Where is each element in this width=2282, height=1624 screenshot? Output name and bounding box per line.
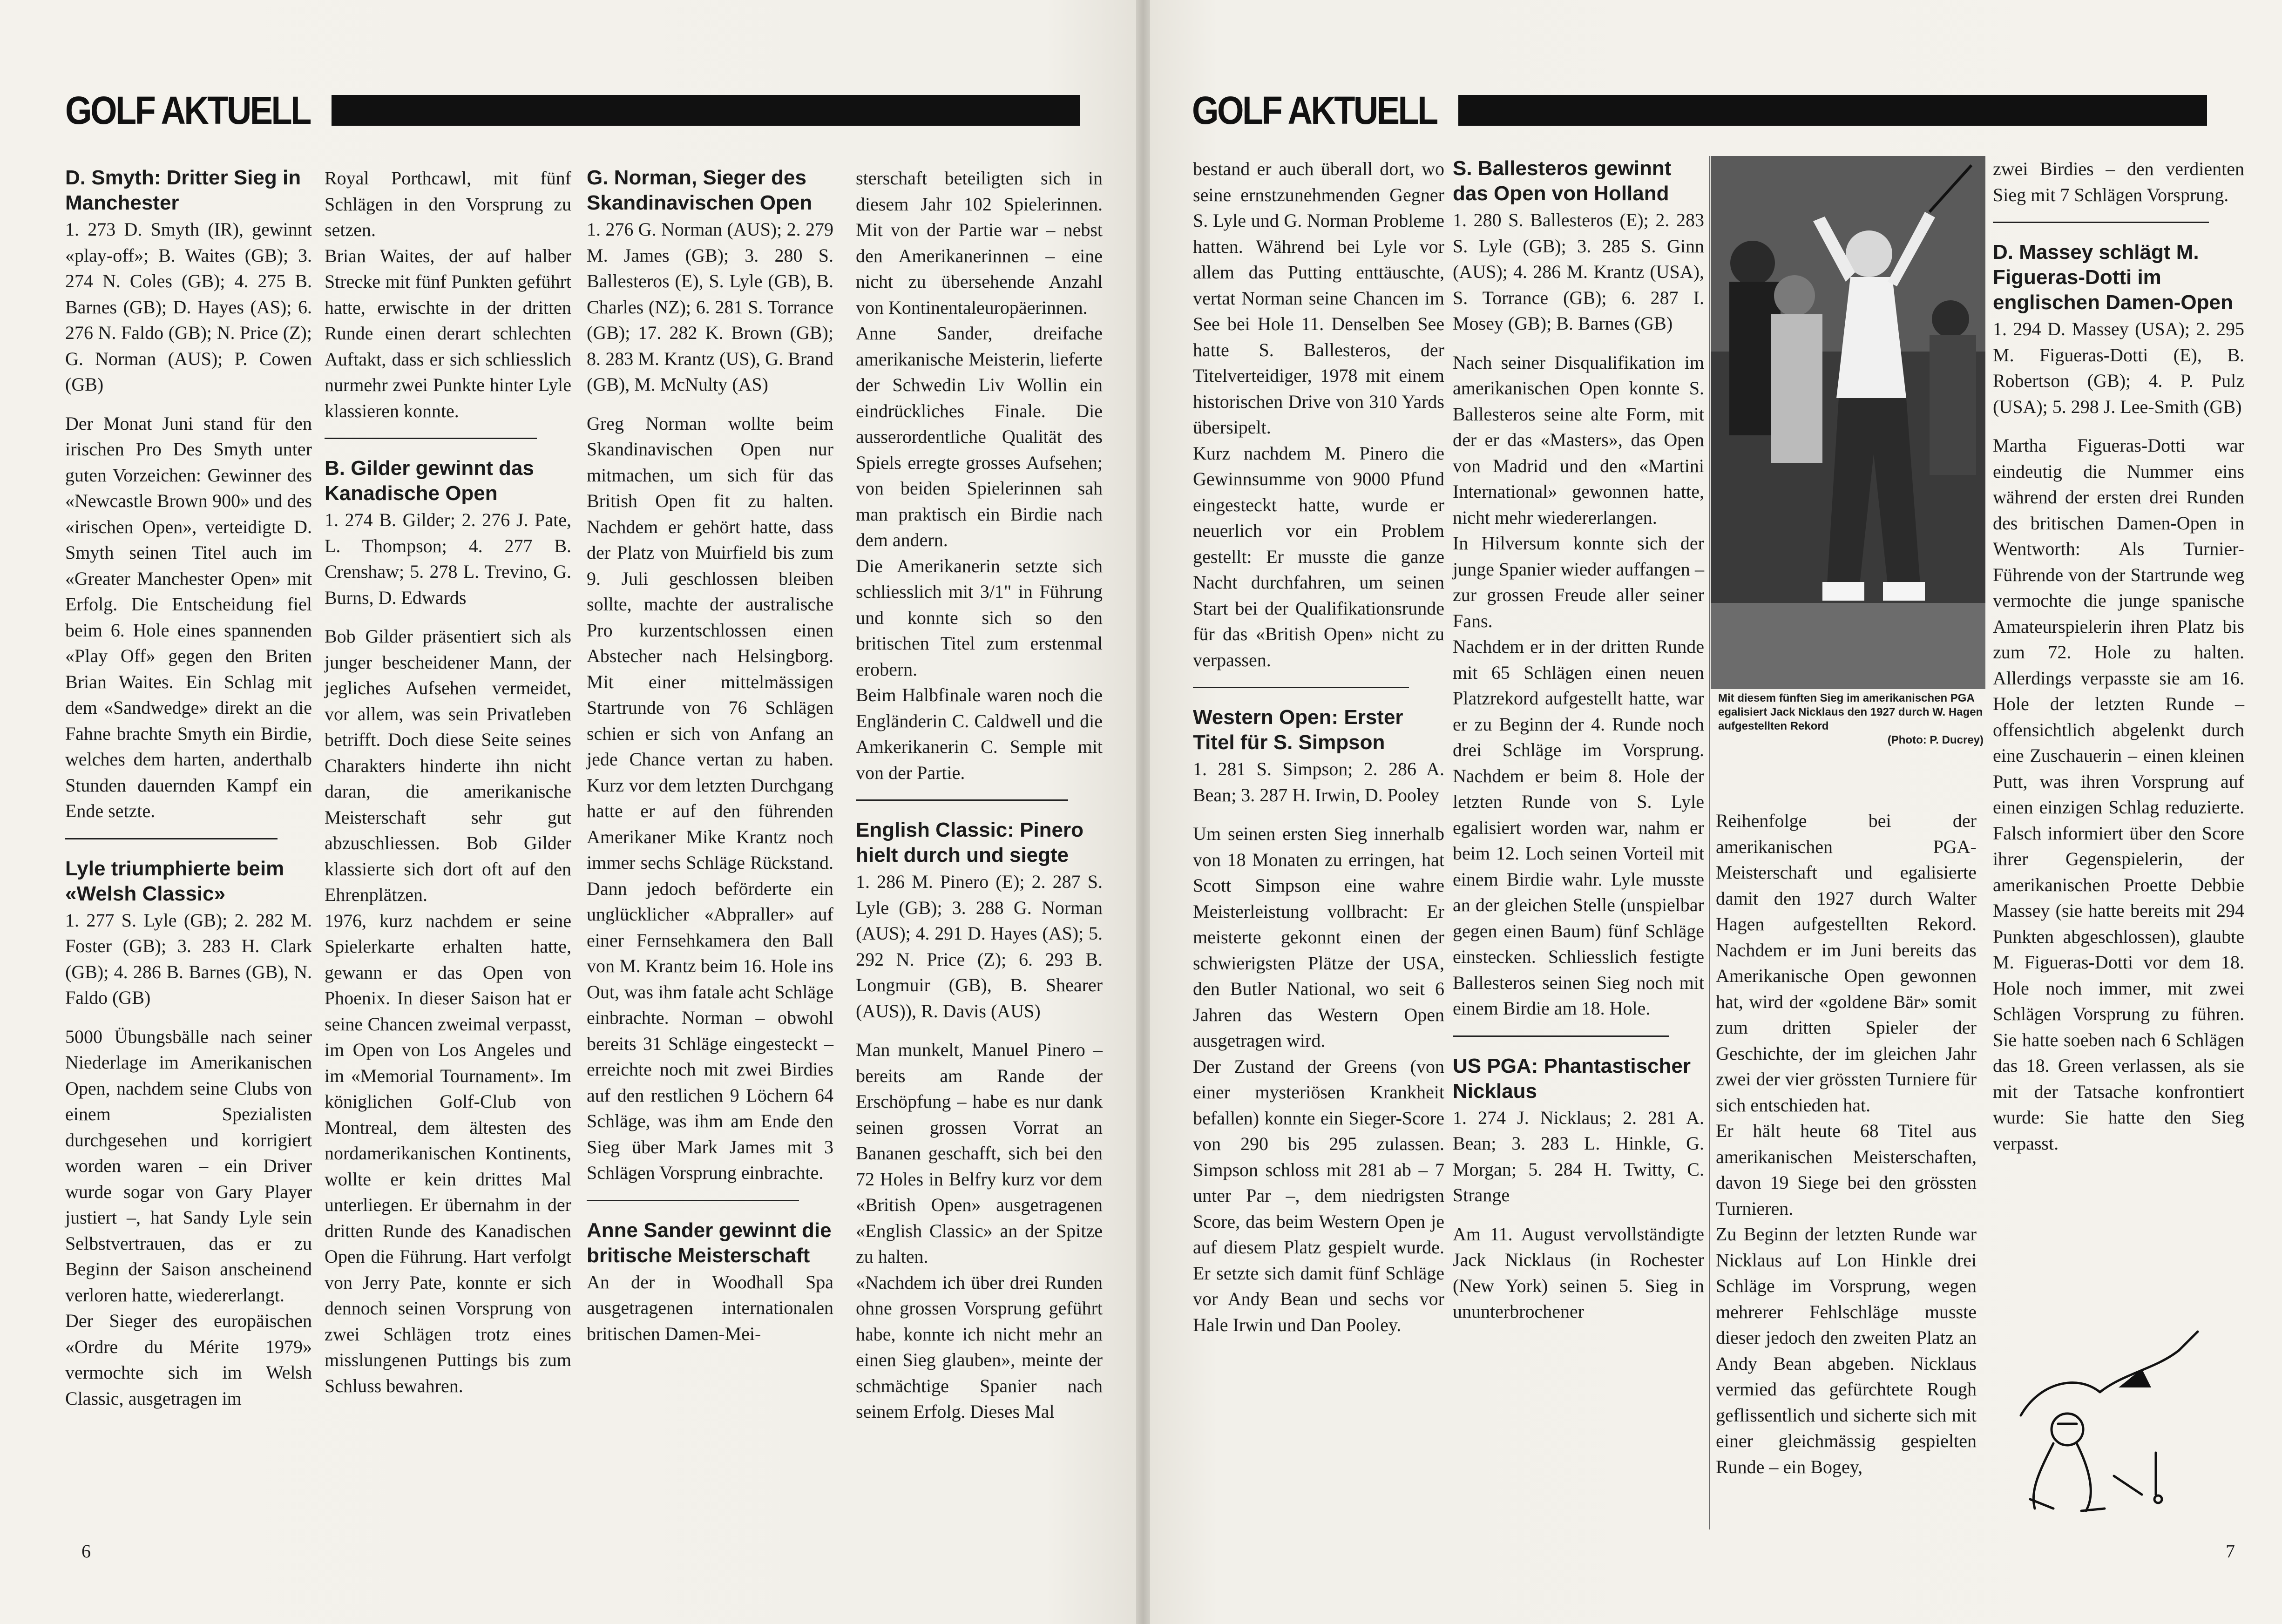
article-headline: D. Massey schlägt M. Figueras-Dotti im englischen Damen-Open bbox=[1993, 241, 2233, 314]
golfer-photo bbox=[1711, 156, 1985, 689]
article-paragraph: Um seinen ersten Sieg innerhalb von 18 Monaten zu erringen, hat Scott Simpson eine wahre Meisterleistung vollbracht: Er meisterte gekonnt einen der schwierigsten Plätze der USA, den Butler National, wo seit 6 Jahren das Western Open ausgetragen wird. bbox=[1193, 823, 1444, 1051]
article-headline: B. Gilder gewinnt das Kanadische Open bbox=[325, 457, 534, 505]
header-bar bbox=[1458, 95, 2207, 126]
spine-gutter bbox=[1136, 0, 1150, 1624]
article-divider bbox=[65, 838, 278, 839]
article-paragraph: In Hilversum konnte sich der junge Spanier wieder auffangen – zur grossen Freude aller seiner Fans. bbox=[1453, 533, 1704, 631]
article-paragraph: zwei Birdies – den verdienten Sieg mit 7 Schlägen Vorsprung. bbox=[1993, 158, 2244, 205]
article-divider bbox=[1193, 687, 1409, 688]
section-title: GOLF AKTUELL bbox=[1192, 88, 1437, 132]
article-paragraph: Nach seiner Disqualifikation im amerikanischen Open konnte S. Ballesteros seine alte Form, mit der er das «Masters», das Open von Madrid und den «Martini International» gewonnen hatte, nicht mehr wiedererlangen. bbox=[1453, 352, 1704, 528]
article-paragraph: Royal Porthcawl, mit fünf Schlägen in den Vorsprung zu setzen. bbox=[325, 168, 571, 240]
results-text: 1. 277 S. Lyle (GB); 2. 282 M. Foster (GB); 3. 283 H. Clark (GB); 4. 286 B. Barnes (GB), N. Faldo (GB) bbox=[65, 909, 312, 1008]
column-2 bbox=[325, 165, 571, 1399]
article-headline: G. Norman, Sieger des Skandinavischen Open bbox=[587, 166, 813, 214]
article-paragraph: Der Sieger des europäischen «Ordre du Mérite 1979» vermochte sich im Welsh Classic, ausgetragen im bbox=[65, 1310, 312, 1409]
results-text: 1. 286 M. Pinero (E); 2. 287 S. Lyle (GB); 3. 288 G. Norman (AUS); 4. 291 D. Hayes (AS); 5. 292 N. Price (Z); 6. 293 B. Longmuir (GB), B. Shearer (AUS)), R. Davis (AUS) bbox=[856, 871, 1103, 1022]
section-header-right bbox=[1192, 88, 2207, 133]
article-paragraph: Man munkelt, Manuel Pinero – bereits am Rande der Erschöpfung – habe es nur dank seinen grossen Vorrat an Bananen geschafft, sich bei den 72 Holes in Belfry kurz vor dem «British Open» ausgetragenen «English Classic» an der Spitze zu halten. bbox=[856, 1039, 1103, 1267]
results-text: 1. 276 G. Norman (AUS); 2. 279 M. James (GB); 3. 280 S. Ballesteros (E), S. Lyle (GB), B. Charles (NZ); 6. 281 S. Torrance (GB); 17. 282 K. Brown (GB); 8. 283 M. Krantz (US), G. Brand (GB), M. McNulty (AS) bbox=[587, 219, 833, 395]
article-divider bbox=[325, 438, 537, 439]
article-paragraph: Brian Waites, der auf halber Strecke mit fünf Punkten geführt hatte, erwischte in der dritten Runde einen derart schlechten Auftakt, dass er sich schliesslich nurmehr zwei Punkte hinter Lyle klassieren konnte. bbox=[325, 245, 571, 421]
article-headline: English Classic: Pinero hielt durch und siegte bbox=[856, 819, 1084, 866]
column-2 bbox=[1453, 156, 1704, 1325]
page-number: 7 bbox=[2226, 1541, 2235, 1562]
article-divider bbox=[856, 799, 1068, 801]
golfer-cartoon-illustration bbox=[2002, 1276, 2207, 1518]
article-paragraph: Beim Halbfinale waren noch die Engländerin C. Caldwell und die Amkerikanerin C. Semple mit von der Partie. bbox=[856, 684, 1103, 783]
article-paragraph: Er hält heute 68 Titel aus amerikanischen Meisterschaften, davon 19 Siege bei den grössten Turnieren. bbox=[1716, 1120, 1977, 1219]
article-paragraph: Am 11. August vervollständigte Jack Nicklaus (in Rochester (New York) seinen 5. Sieg in ununterbrochener bbox=[1453, 1223, 1704, 1322]
article-paragraph: sterschaft beteiligten sich in diesem Jahr 102 Spielerinnen. Mit von der Partie war – nebst den Amerikanerinnen – eine nicht zu übersehende Anzahl von Kontinentaleuropäerinnen. bbox=[856, 168, 1103, 318]
column-3 bbox=[587, 165, 833, 1347]
article-headline: Anne Sander gewinnt die britische Meisterschaft bbox=[587, 1218, 832, 1267]
article-divider bbox=[587, 1200, 799, 1201]
article-paragraph: Martha Figueras-Dotti war eindeutig die Nummer eins während der ersten drei Runden des britischen Damen-Open in Wentworth: Als Turnier-Führende von der Startrunde weg vermochte die junge spanische Amateurspielerin ihren Platz bis zum 72. Hole zu halten. Allerdings verpasste sie am 16. Hole der letzten Runde – offensichtlich abgelenkt durch eine Zuschauerin – einen kleinen Putt, was ihren Vorsprung auf einen einzigen Schlag reduzierte. Falsch informiert über den Score ihrer Gegenspielerin, der amerikanischen Proette Debbie Massey (sie hatte bereits mit 294 Punkten abgeschlossen), glaubte M. Figueras-Dotti vor dem 18. Hole noch immer, mit zwei Schlägen Vorsprung zu führen. Sie hatte soeben nach 6 Schlägen das 18. Green verlassen, als sie mit der Tatsache konfrontiert wurde: Sie hatte den Sieg verpasst. bbox=[1993, 435, 2244, 1154]
article-paragraph: Nachdem er in der dritten Runde mit 65 Schlägen einen neuen Platzrekord aufgestellt hatte, war er zu Beginn der 4. Runde noch drei Schläge im Vorsprung. Nachdem er beim 8. Hole der letzten Runde von S. Lyle egalisiert worden war, nahm er beim 12. Loch seinen Vorteil mit einem Birdie wahr. Lyle musste an der gleichen Stelle (unspielbar gegen einen Baum) fünf Schläge einstecken. Schliesslich festigte Ballesteros seinen Sieg noch mit einem Birdie am 18. Hole. bbox=[1453, 636, 1704, 1019]
results-text: 1. 274 B. Gilder; 2. 276 J. Pate, L. Thompson; 4. 277 B. Crenshaw; 5. 278 L. Trevino, G. Burns, D. Edwards bbox=[325, 509, 571, 608]
article-headline: D. Smyth: Dritter Sieg in Manchester bbox=[65, 166, 301, 214]
article-paragraph: Reihenfolge bei der amerikanischen PGA-Meisterschaft und egalisierte damit den 1927 durch Walter Hagen aufgestellten Rekord. Nachdem er im Juni bereits das Amerikanische Open gewonnen hat, wird der «goldene Bär» somit zum dritten Spieler der Geschichte, der im gleichen Jahr zwei der vier grössten Turniere für sich entschieden hat. bbox=[1716, 810, 1977, 1116]
column-1 bbox=[1193, 156, 1444, 1338]
results-text: 1. 273 D. Smyth (IR), gewinnt «play-off»; B. Waites (GB); 3. 274 N. Coles (GB); 4. 275 B. Barnes (GB); D. Hayes (AS); 6. 276 N. Faldo (GB); N. Price (Z); G. Norman (AUS); P. Cowen (GB) bbox=[65, 219, 312, 395]
left-page bbox=[0, 0, 1136, 1624]
results-text: 1. 280 S. Ballesteros (E); 2. 283 S. Lyle (GB); 3. 285 S. Ginn (AUS); 4. 286 M. Krantz (USA), S. Torrance (GB); 6. 287 I. Mosey (GB); B. Barnes (GB) bbox=[1453, 210, 1704, 334]
results-text: 1. 281 S. Simpson; 2. 286 A. Bean; 3. 287 H. Irwin, D. Pooley bbox=[1193, 758, 1444, 805]
column-1 bbox=[65, 165, 312, 1411]
article-paragraph: Kurz nachdem M. Pinero die Gewinnsumme von 9000 Pfund eingesteckt hatte, wurde er neuerlich vor ein Problem gestellt: Er musste die ganze Nacht durchfahren, um seinen Start bei der Qualifikationsrunde für das «British Open» nicht zu verpassen. bbox=[1193, 442, 1444, 670]
article-paragraph: An der in Woodhall Spa ausgetragenen internationalen britischen Damen-Mei- bbox=[587, 1271, 833, 1344]
column-3 bbox=[1716, 808, 1977, 1480]
article-paragraph: «Nachdem ich über drei Runden ohne grossen Vorsprung geführt habe, konnte ich nicht mehr an einen Sieg glauben», meinte der schmächtige Spanier nach seinem Erfolg. Dieses Mal bbox=[856, 1272, 1103, 1422]
article-headline: Western Open: Erster Titel für S. Simpson bbox=[1193, 706, 1403, 754]
page-number: 6 bbox=[81, 1541, 91, 1562]
article-paragraph: Bob Gilder präsentiert sich als junger bescheidener Mann, der jegliches Aufsehen vermeidet, vor allem, was sein Privatleben betrifft. Doch diese Seite seines Charakters hinderte ihn nicht daran, die amerikanische Meisterschaft sehr gut abzuschliessen. Bob Gilder klassierte sich dort oft auf den Ehrenplätzen. bbox=[325, 626, 571, 905]
right-page bbox=[1150, 0, 2282, 1624]
article-divider bbox=[1453, 1035, 1669, 1037]
article-paragraph: Der Monat Juni stand für den irischen Pro Des Smyth unter guten Vorzeichen: Gewinner des «Newcastle Brown 900» und des «irischen Open», verteidigte D. Smyth seinen Titel auch im «Greater Manchester Open» mit Erfolg. Die Entscheidung fiel beim 6. Hole eines spannenden «Play Off» gegen den Briten Brian Waites. Ein Schlag mit dem «Sandwedge» direkt an die Fahne brachte Smyth ein Birdie, welches dem harten, anderthalb Stunden dauernden Kampf ein Ende setzte. bbox=[65, 413, 312, 821]
column-separator bbox=[1709, 156, 1710, 1529]
results-text: 1. 294 D. Massey (USA); 2. 295 M. Figueras-Dotti (E), B. Robertson (GB); 4. P. Pulz (USA); 5. 298 J. Lee-Smith (GB) bbox=[1993, 318, 2244, 417]
article-divider bbox=[1993, 222, 2209, 223]
article-paragraph: Anne Sander, dreifache amerikanische Meisterin, lieferte der Schwedin Liv Wollin ein eindrückliches Finale. Die ausserordentliche Qualität des Spiels erregte grosses Aufsehen; von beiden Spielerinnen sah man praktisch ein Birdie nach dem andern. bbox=[856, 323, 1103, 550]
section-header-left bbox=[65, 88, 1080, 133]
article-headline: Lyle triumphierte beim «Welsh Classic» bbox=[65, 857, 284, 905]
caption-text: Mit diesem fünften Sieg im amerikanischen PGA egalisiert Jack Nicklaus den 1927 durch W. Hagen aufgestellten Rekord bbox=[1718, 692, 1983, 732]
article-paragraph: 5000 Übungsbälle nach seiner Niederlage im Amerikanischen Open, nachdem seine Clubs von einem Spezialisten durchgesehen und korrigiert worden waren – ein Driver wurde sogar von Gary Player justiert –, hat Sandy Lyle sein Selbstvertrauen, das er zu Beginn der Saison anscheinend verloren hatte, wiedererlangt. bbox=[65, 1026, 312, 1306]
photo-caption bbox=[1718, 691, 1984, 747]
article-paragraph: Der Zustand der Greens (von einer mysteriösen Krankheit befallen) konnte ein Sieger-Score von 290 bis 295 zulassen. Simpson schloss mit 281 ab – 7 unter Par –, dem niedrigsten Score, das beim Western Open je auf diesem Platz gespielt wurde. Er setzte sich damit fünf Schläge vor Andy Bean und sechs vor Hale Irwin und Dan Pooley. bbox=[1193, 1056, 1444, 1335]
article-paragraph: 1976, kurz nachdem er seine Spielerkarte erhalten hatte, gewann er das Open von Phoenix. In dieser Saison hat er seine Chancen zweimal verpasst, im Open von Los Angeles und im «Memorial Tournament». Im königlichen Golf-Club von Montreal, dem ältesten des nordamerikanischen Kontinents, wollte er kein drittes Mal unterliegen. Er übernahm in der dritten Runde des Kanadischen Open die Führung. Hart verfolgt von Jerry Pate, konnte er sich dennoch seinen Vorsprung von zwei Schlägen trotz eines misslungenen Puttings bis zum Schluss bewahren. bbox=[325, 910, 571, 1396]
column-4 bbox=[1993, 156, 2244, 1156]
article-headline: US PGA: Phantastischer Nicklaus bbox=[1453, 1054, 1691, 1103]
photo-credit: (Photo: P. Ducrey) bbox=[1887, 734, 1984, 746]
article-paragraph: Die Amerikanerin setzte sich schliesslich mit 3/1" in Führung und konnte sich so den britischen Titel zum erstenmal erobern. bbox=[856, 555, 1103, 680]
article-paragraph: Greg Norman wollte beim Skandinavischen Open nur mitmachen, um sich für das British Open fit zu halten. Nachdem er gehört hatte, dass der Platz von Muirfield bis zum 9. Juli geschlossen bleiben sollte, machte der australische Pro kurzentschlossen einen Abstecher nach Helsingborg. Mit einer mittelmässigen Startrunde von 76 Schlägen schien er sich von Anfang an jede Chance vertan zu haben. Kurz vor dem letzten Durchgang hatte er auf den führenden Amerikaner Mike Krantz noch immer sechs Schläge Rückstand. Dann jedoch beförderte ein unglücklicher «Abpraller» auf einer Fernsehkamera den Ball von M. Krantz beim 16. Hole ins Out, was ihm fatale acht Schläge einbrachte. Norman – obwohl bereits 31 Schläge eingesteckt – erreichte noch mit zwei Birdies auf den restlichen 9 Löchern 64 Schläge, was ihm am Ende den Sieg über Mark James mit 3 Schlägen Vorsprung einbrachte. bbox=[587, 413, 833, 1183]
article-headline: S. Ballesteros gewinnt das Open von Holland bbox=[1453, 157, 1672, 205]
section-title: GOLF AKTUELL bbox=[65, 88, 310, 132]
header-bar bbox=[332, 95, 1080, 126]
results-text: 1. 274 J. Nicklaus; 2. 281 A. Bean; 3. 283 L. Hinkle, G. Morgan; 5. 284 H. Twitty, C. Strange bbox=[1453, 1107, 1704, 1205]
column-4 bbox=[856, 165, 1103, 1425]
article-paragraph: Zu Beginn der letzten Runde war Nicklaus auf Lon Hinkle drei Schläge im Vorsprung, wegen mehrerer Fehlschläge musste dieser jedoch den zweiten Platz an Andy Bean abgeben. Nicklaus vermied das gefürchtete Rough geflissentlich und sicherte sich mit einer gleichmässig gespielten Runde – ein Bogey, bbox=[1716, 1224, 1977, 1477]
article-paragraph: bestand er auch überall dort, wo seine ernstzunehmenden Gegner S. Lyle und G. Norman Probleme hatten. Während bei Lyle vor allem das Putting enttäuschte, vertat Norman seine Chancen im See bei Hole 11. Denselben See hatte S. Ballesteros, der Titelverteidiger, 1978 mit einem historischen Drive von 310 Yards übersipelt. bbox=[1193, 158, 1444, 438]
